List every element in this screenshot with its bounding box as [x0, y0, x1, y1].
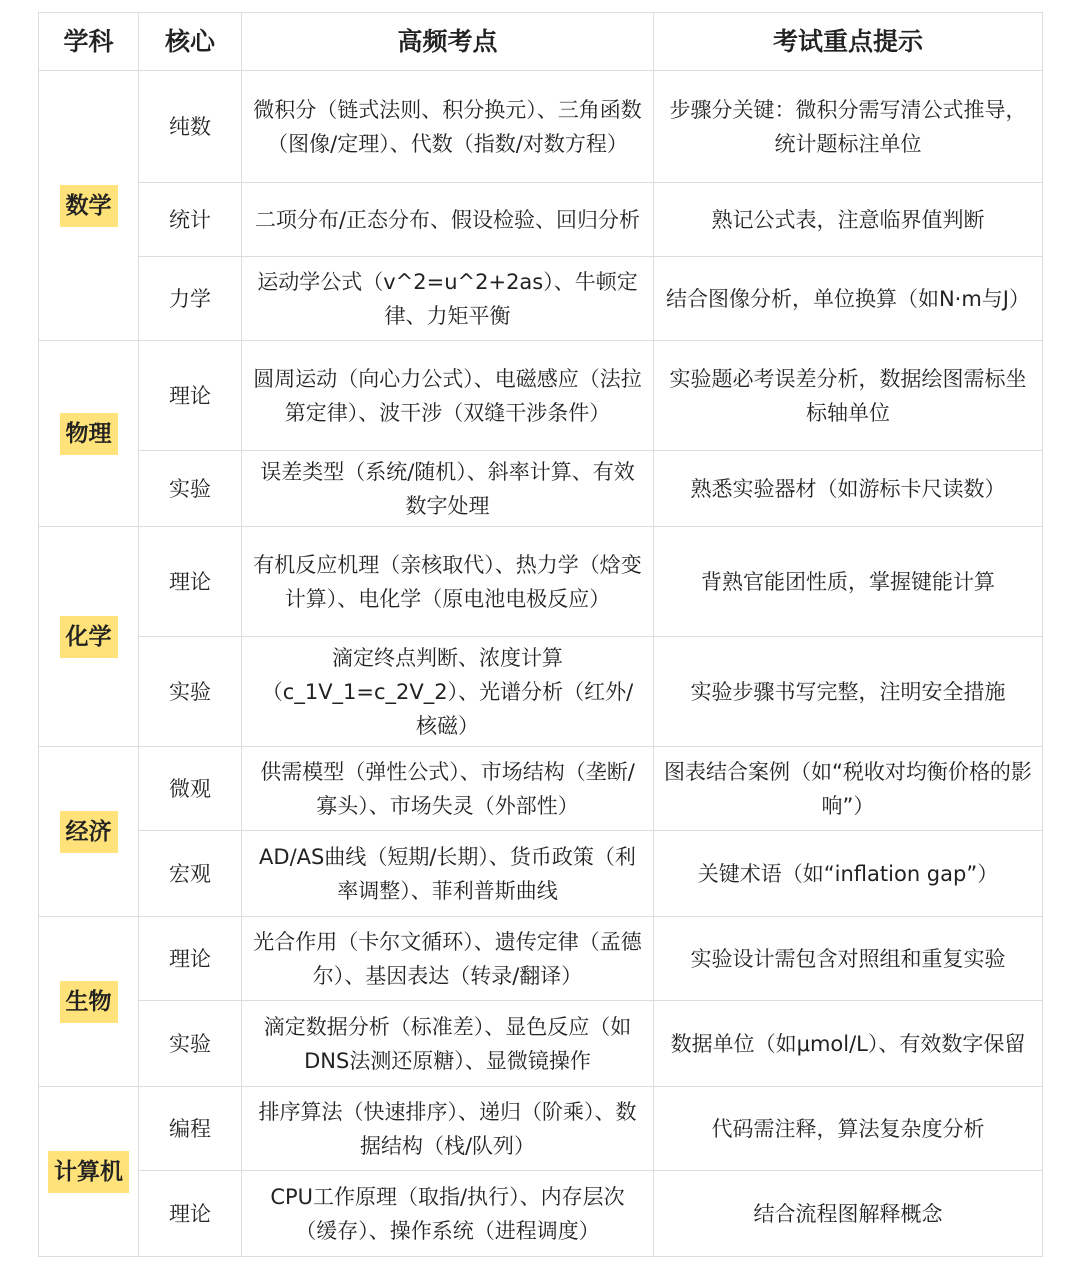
points-cell: 二项分布/正态分布、假设检验、回归分析 — [242, 183, 654, 257]
table-row — [39, 917, 1043, 1001]
core-cell: 理论 — [139, 341, 242, 451]
tip-cell: 步骤分关键：微积分需写清公式推导，统计题标注单位 — [654, 71, 1043, 183]
core-cell: 编程 — [139, 1087, 242, 1171]
tip-cell: 数据单位（如μmol/L）、有效数字保留 — [654, 1001, 1043, 1087]
tip-cell: 结合流程图解释概念 — [654, 1171, 1043, 1257]
points-cell: 供需模型（弹性公式）、市场结构（垄断/寡头）、市场失灵（外部性） — [242, 747, 654, 831]
table-row — [39, 257, 1043, 341]
tip-cell: 代码需注释，算法复杂度分析 — [654, 1087, 1043, 1171]
points-cell: 运动学公式（v^2=u^2+2as）、牛顿定律、力矩平衡 — [242, 257, 654, 341]
table-row — [39, 183, 1043, 257]
subject-label: 化学 — [60, 616, 118, 658]
core-cell: 实验 — [139, 637, 242, 747]
core-cell: 理论 — [139, 917, 242, 1001]
table-row — [39, 341, 1043, 451]
subject-label: 生物 — [60, 981, 118, 1023]
core-cell: 理论 — [139, 527, 242, 637]
core-cell: 力学 — [139, 257, 242, 341]
tip-cell: 实验设计需包含对照组和重复实验 — [654, 917, 1043, 1001]
points-cell: AD/AS曲线（短期/长期）、货币政策（利率调整）、菲利普斯曲线 — [242, 831, 654, 917]
points-cell: 滴定数据分析（标准差）、显色反应（如DNS法测还原糖）、显微镜操作 — [242, 1001, 654, 1087]
tip-cell: 实验步骤书写完整，注明安全措施 — [654, 637, 1043, 747]
table-row — [39, 71, 1043, 183]
points-cell: 圆周运动（向心力公式）、电磁感应（法拉第定律）、波干涉（双缝干涉条件） — [242, 341, 654, 451]
subject-cell — [39, 747, 139, 917]
header-core: 核心 — [139, 13, 242, 71]
tip-cell: 图表结合案例（如“税收对均衡价格的影响”） — [654, 747, 1043, 831]
table-row — [39, 831, 1043, 917]
tip-cell: 熟记公式表，注意临界值判断 — [654, 183, 1043, 257]
tip-cell: 关键术语（如“inflation gap”） — [654, 831, 1043, 917]
subject-label: 物理 — [60, 413, 118, 455]
tip-cell: 结合图像分析，单位换算（如N·m与J） — [654, 257, 1043, 341]
subject-label: 数学 — [60, 185, 118, 227]
header-subject: 学科 — [39, 13, 139, 71]
table-row — [39, 451, 1043, 527]
subject-label: 经济 — [60, 811, 118, 853]
core-cell: 纯数 — [139, 71, 242, 183]
core-cell: 统计 — [139, 183, 242, 257]
subject-cell — [39, 527, 139, 747]
table-row — [39, 1001, 1043, 1087]
subject-cell — [39, 341, 139, 527]
header-points: 高频考点 — [242, 13, 654, 71]
points-cell: 排序算法（快速排序）、递归（阶乘）、数据结构（栈/队列） — [242, 1087, 654, 1171]
header-tips: 考试重点提示 — [654, 13, 1043, 71]
core-cell: 微观 — [139, 747, 242, 831]
subject-label: 计算机 — [48, 1151, 129, 1193]
table-row — [39, 747, 1043, 831]
tip-cell: 实验题必考误差分析，数据绘图需标坐标轴单位 — [654, 341, 1043, 451]
points-cell: 微积分（链式法则、积分换元）、三角函数（图像/定理）、代数（指数/对数方程） — [242, 71, 654, 183]
table-row — [39, 527, 1043, 637]
table-row — [39, 1171, 1043, 1257]
points-cell: 有机反应机理（亲核取代）、热力学（焓变计算）、电化学（原电池电极反应） — [242, 527, 654, 637]
points-cell: 光合作用（卡尔文循环）、遗传定律（孟德尔）、基因表达（转录/翻译） — [242, 917, 654, 1001]
table-row — [39, 637, 1043, 747]
tip-cell: 背熟官能团性质，掌握键能计算 — [654, 527, 1043, 637]
core-cell: 理论 — [139, 1171, 242, 1257]
core-cell: 宏观 — [139, 831, 242, 917]
points-cell: CPU工作原理（取指/执行）、内存层次（缓存）、操作系统（进程调度） — [242, 1171, 654, 1257]
core-cell: 实验 — [139, 451, 242, 527]
table-row — [39, 1087, 1043, 1171]
points-cell: 误差类型（系统/随机）、斜率计算、有效数字处理 — [242, 451, 654, 527]
core-cell: 实验 — [139, 1001, 242, 1087]
study-table — [38, 12, 1043, 1257]
tip-cell: 熟悉实验器材（如游标卡尺读数） — [654, 451, 1043, 527]
subject-cell — [39, 71, 139, 341]
subject-cell — [39, 917, 139, 1087]
points-cell: 滴定终点判断、浓度计算（c_1V_1=c_2V_2）、光谱分析（红外/核磁） — [242, 637, 654, 747]
subject-cell — [39, 1087, 139, 1257]
